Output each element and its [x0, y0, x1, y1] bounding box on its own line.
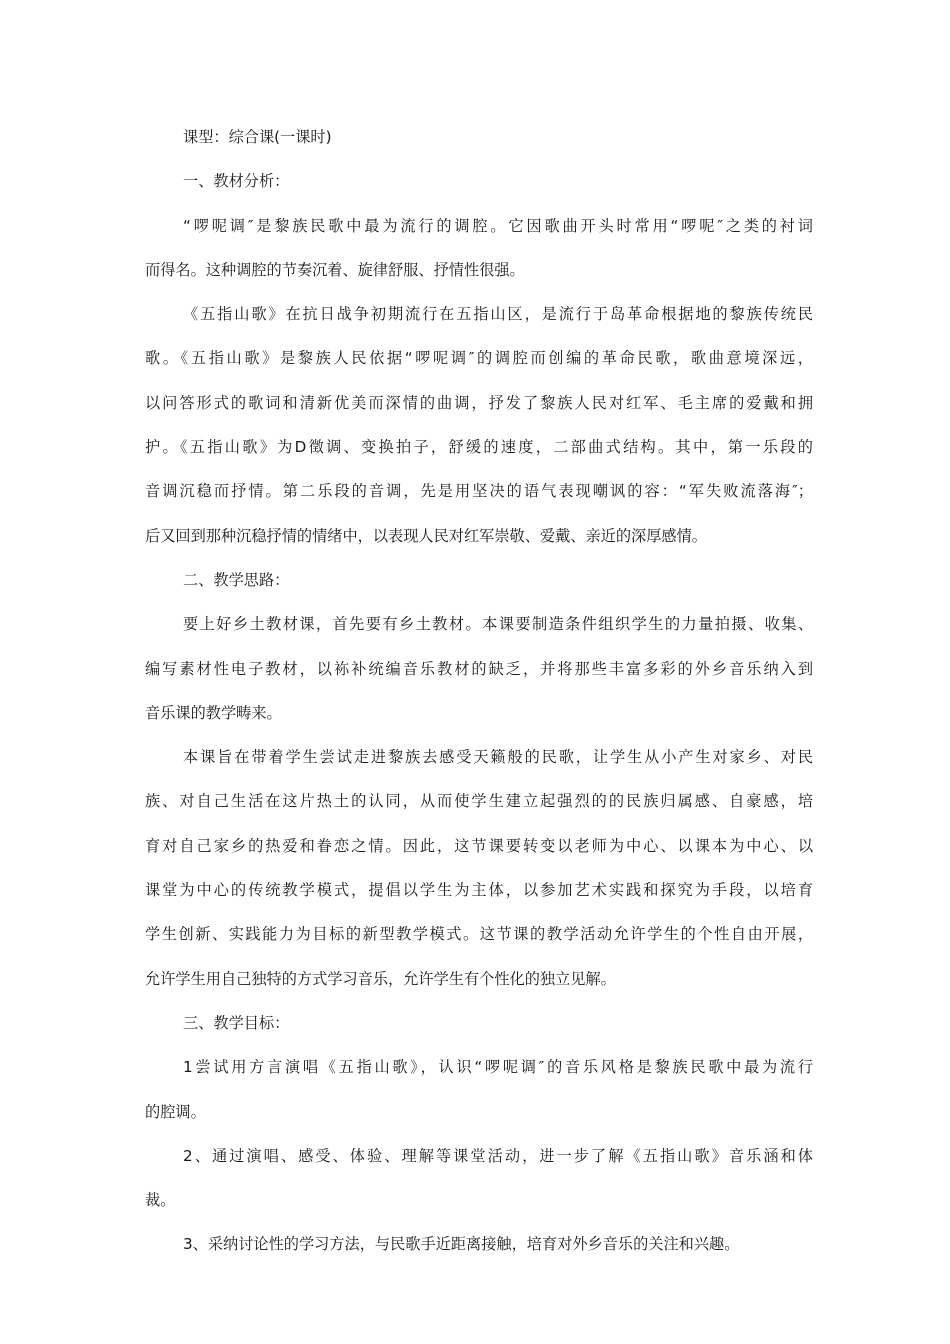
text-line: 护。《五指山歌》为D徵调、变换拍子，舒缓的速度，二部曲式结构。其中，第一乐段的 — [145, 438, 813, 457]
text-line: 课型：综合课(一课时) — [183, 128, 332, 146]
text-line: 允许学生用自己独特的方式学习音乐，允许学生有个性化的独立见解。 — [145, 969, 616, 988]
text-line: 三、教学目标： — [183, 1013, 290, 1032]
text-line: 音乐课的教学畴来。 — [145, 703, 282, 722]
text-line: “啰呢调″是黎族民歌中最为流行的调腔。它因歌曲开头时常用“啰呢″之类的衬词 — [183, 216, 813, 235]
text-line: 课堂为中心的传统教学模式，提倡以学生为主体，以参加艺术实践和探究为手段，以培育 — [145, 881, 813, 900]
text-line: 2、通过演唱、感受、体验、理解等课堂活动，进一步了解《五指山歌》音乐涵和体 — [183, 1146, 813, 1165]
text-line: 的腔调。 — [145, 1102, 206, 1121]
text-line: 后又回到那种沉稳抒情的情绪中，以表现人民对红军崇敬、爱戴、亲近的深厚感情。 — [145, 526, 707, 545]
text-line: 二、教学思路： — [183, 570, 290, 589]
text-line: 音调沉稳而抒情。第二乐段的音调，先是用坚决的语气表现嘲讽的容：“军失败流落海″； — [145, 482, 813, 501]
text-line: 以问答形式的歌词和清新优美而深情的曲调，抒发了黎族人民对红军、毛主席的爱戴和拥 — [145, 393, 813, 412]
text-line: 歌。《五指山歌》是黎族人民依据“啰呢调″的调腔而创编的革命民歌，歌曲意境深远， — [145, 349, 813, 368]
text-line: 要上好乡土教材课，首先要有乡土教材。本课要制造条件组织学生的力量拍摄、收集、 — [183, 615, 813, 634]
text-line: 学生创新、实践能力为目标的新型教学模式。这节课的教学活动允许学生的个性自由开展， — [145, 925, 813, 944]
text-line: 育对自己家乡的热爱和眷恋之情。因此，这节课要转变以老师为中心、以课本为中心、以 — [145, 836, 813, 855]
text-line: 一、教材分析： — [183, 172, 290, 191]
text-line: 本课旨在带着学生尝试走进黎族去感受天籁般的民歌，让学生从小产生对家乡、对民 — [183, 748, 813, 767]
text-line: 族、对自己生活在这片热土的认同，从而使学生建立起强烈的的民族归属感、自豪感，培 — [145, 792, 813, 811]
text-line: 编写素材性电子教材，以袮补统编音乐教材的缺乏，并将那些丰富多彩的外乡音乐纳入到 — [145, 659, 813, 678]
text-line: 而得名。这种调腔的节奏沉着、旋律舒服、抒情性很强。 — [145, 260, 525, 279]
document-body — [145, 118, 813, 1270]
text-line: 1尝试用方言演唱《五指山歌》，认识“啰呢调″的音乐风格是黎族民歌中最为流行 — [183, 1058, 813, 1077]
text-line: 《五指山歌》在抗日战争初期流行在五指山区，是流行于岛革命根据地的黎族传统民 — [183, 305, 813, 324]
text-line: 3、采纳讨论性的学习方法，与民歌手近距离接触，培育对外乡音乐的关注和兴趣。 — [183, 1235, 740, 1254]
text-line: 裁。 — [145, 1191, 176, 1210]
